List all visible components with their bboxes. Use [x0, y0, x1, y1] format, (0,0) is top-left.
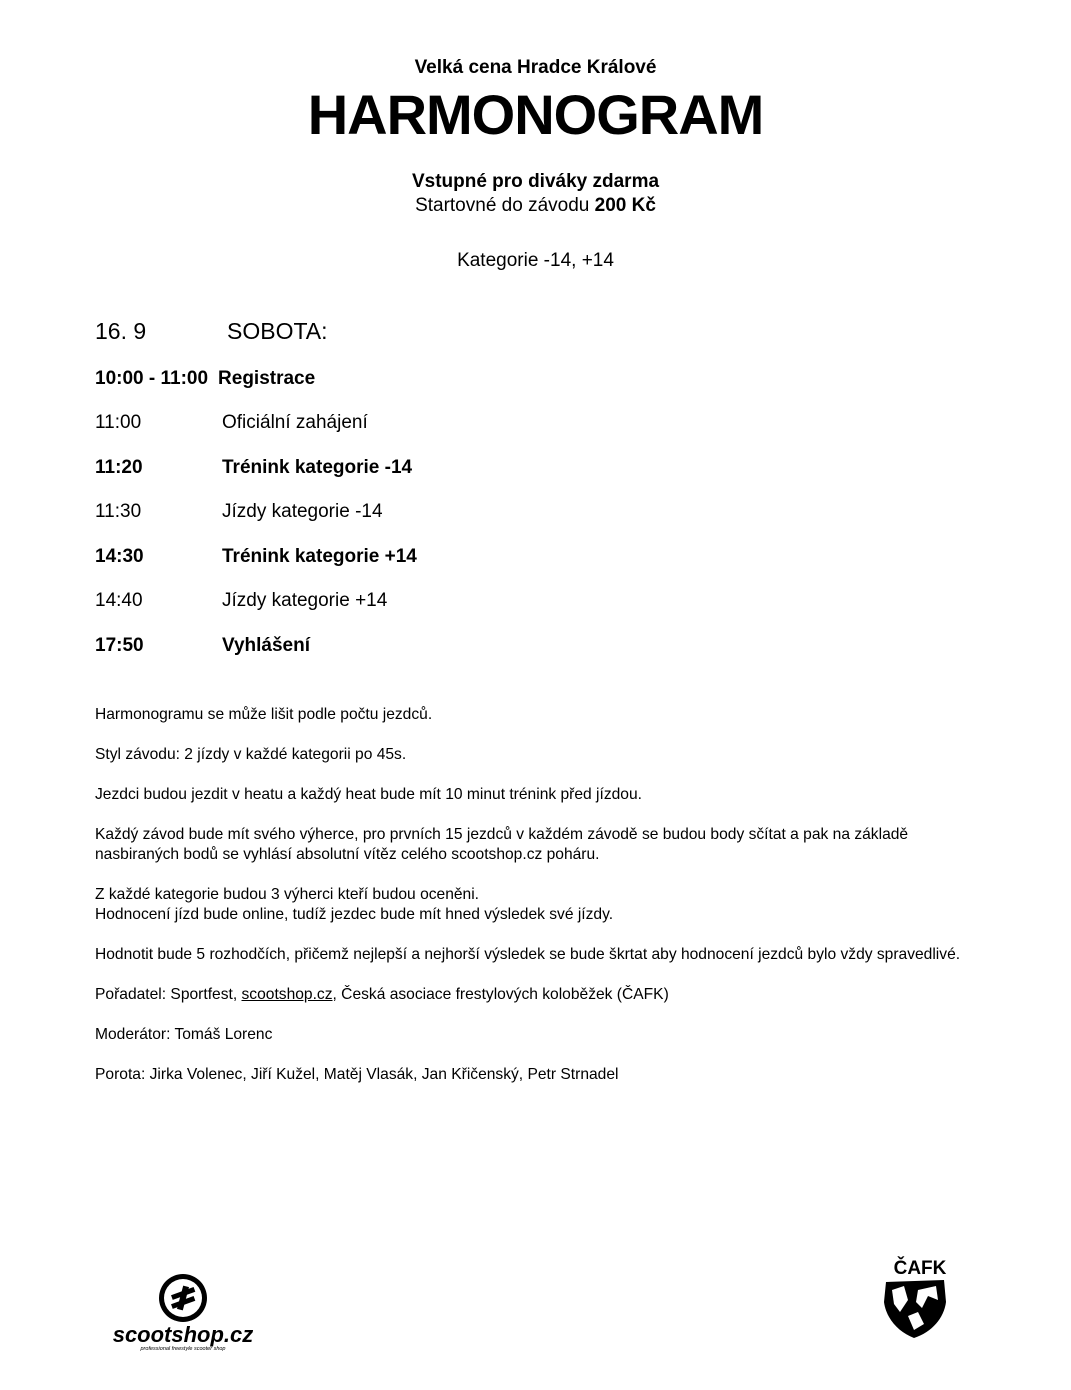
scootshop-logo-text: scootshop.cz — [112, 1322, 254, 1347]
schedule-label: Vyhlášení — [222, 635, 311, 656]
scootshop-link[interactable]: scootshop.cz — [241, 986, 333, 1003]
schedule-time: 11:30 — [95, 501, 142, 522]
schedule-row — [95, 546, 417, 568]
organizer-suffix: , Česká asociace frestylových koloběžek (ČAFK) — [332, 986, 669, 1003]
day-date: 16. 9 — [95, 318, 147, 344]
scootshop-logo-tagline: professional freestyle scooter shop — [140, 1346, 226, 1352]
organizer-prefix: Pořadatel: Sportfest, — [95, 986, 242, 1003]
note-paragraph: Jezdci budou jezdit v heatu a každý heat bude mít 10 minut trénink před jízdou. — [95, 786, 642, 803]
categories-text: Kategorie -14, +14 — [457, 250, 614, 271]
schedule-time: 10:00 - 11:00 — [95, 368, 209, 389]
cafk-logo-text: ČAFK — [893, 1258, 947, 1279]
day-name: SOBOTA: — [227, 318, 328, 344]
note-paragraph: Harmonogramu se může lišit podle počtu jezdců. — [95, 706, 433, 723]
schedule-time: 17:50 — [95, 635, 144, 656]
note-paragraph — [95, 885, 975, 925]
jury-line: Porota: Jirka Volenec, Jiří Kužel, Matěj Vlasák, Jan Křičenský, Petr Strnadel — [95, 1066, 619, 1083]
notes-section — [95, 705, 975, 1105]
event-subtitle: Velká cena Hradce Králové — [414, 57, 657, 78]
note-paragraph: Hodnotit bude 5 rozhodčích, přičemž nejlepší a nejhorší výsledek se bude škrtat aby hodnocení jezdců bylo vždy spravedlivé. — [95, 946, 961, 963]
schedule-row — [95, 590, 387, 612]
organizer-line — [95, 985, 975, 1005]
entry-fee-line — [0, 195, 1071, 217]
note-line: Z každé kategorie budou 3 výherci kteří budou oceněni. — [95, 886, 480, 903]
schedule-time: 11:00 — [95, 412, 142, 433]
note-paragraph: Každý závod bude mít svého výherce, pro prvních 15 jezdců v každém závodě se budou body sčítat a pak na základě nasbiraných bodů se vyhlásí absolutní vítěz celého scootshop.cz poháru. — [95, 826, 909, 863]
entry-free-text: Vstupné pro diváky zdarma — [411, 171, 660, 192]
schedule-time: 14:30 — [95, 546, 144, 567]
note-paragraph: Styl závodu: 2 jízdy v každé kategorii po 45s. — [95, 746, 407, 763]
entry-fee-amount: 200 Kč — [594, 195, 656, 216]
entry-fee-label: Startovné do závodu — [415, 195, 590, 216]
moderator-line: Moderátor: Tomáš Lorenc — [95, 1026, 273, 1043]
schedule-label: Jízdy kategorie -14 — [222, 501, 383, 522]
schedule-row — [95, 501, 383, 523]
schedule-label: Oficiální zahájení — [222, 412, 368, 433]
schedule-label: Trénink kategorie -14 — [222, 457, 413, 478]
schedule-time: 11:20 — [95, 457, 143, 478]
schedule-row — [95, 635, 310, 657]
schedule-row — [95, 368, 315, 390]
schedule-label: Trénink kategorie +14 — [222, 546, 417, 567]
note-line: Hodnocení jízd bude online, tudíž jezdec bude mít hned výsledek své jízdy. — [95, 906, 614, 923]
day-heading — [95, 318, 328, 345]
schedule-row — [95, 412, 368, 434]
scootshop-logo — [96, 1272, 271, 1352]
cafk-logo — [878, 1256, 950, 1340]
schedule-row — [95, 457, 412, 479]
page-title: HARMONOGRAM — [307, 83, 764, 146]
schedule-label: Registrace — [218, 368, 316, 389]
schedule-time: 14:40 — [95, 590, 143, 611]
schedule-label: Jízdy kategorie +14 — [222, 590, 388, 611]
